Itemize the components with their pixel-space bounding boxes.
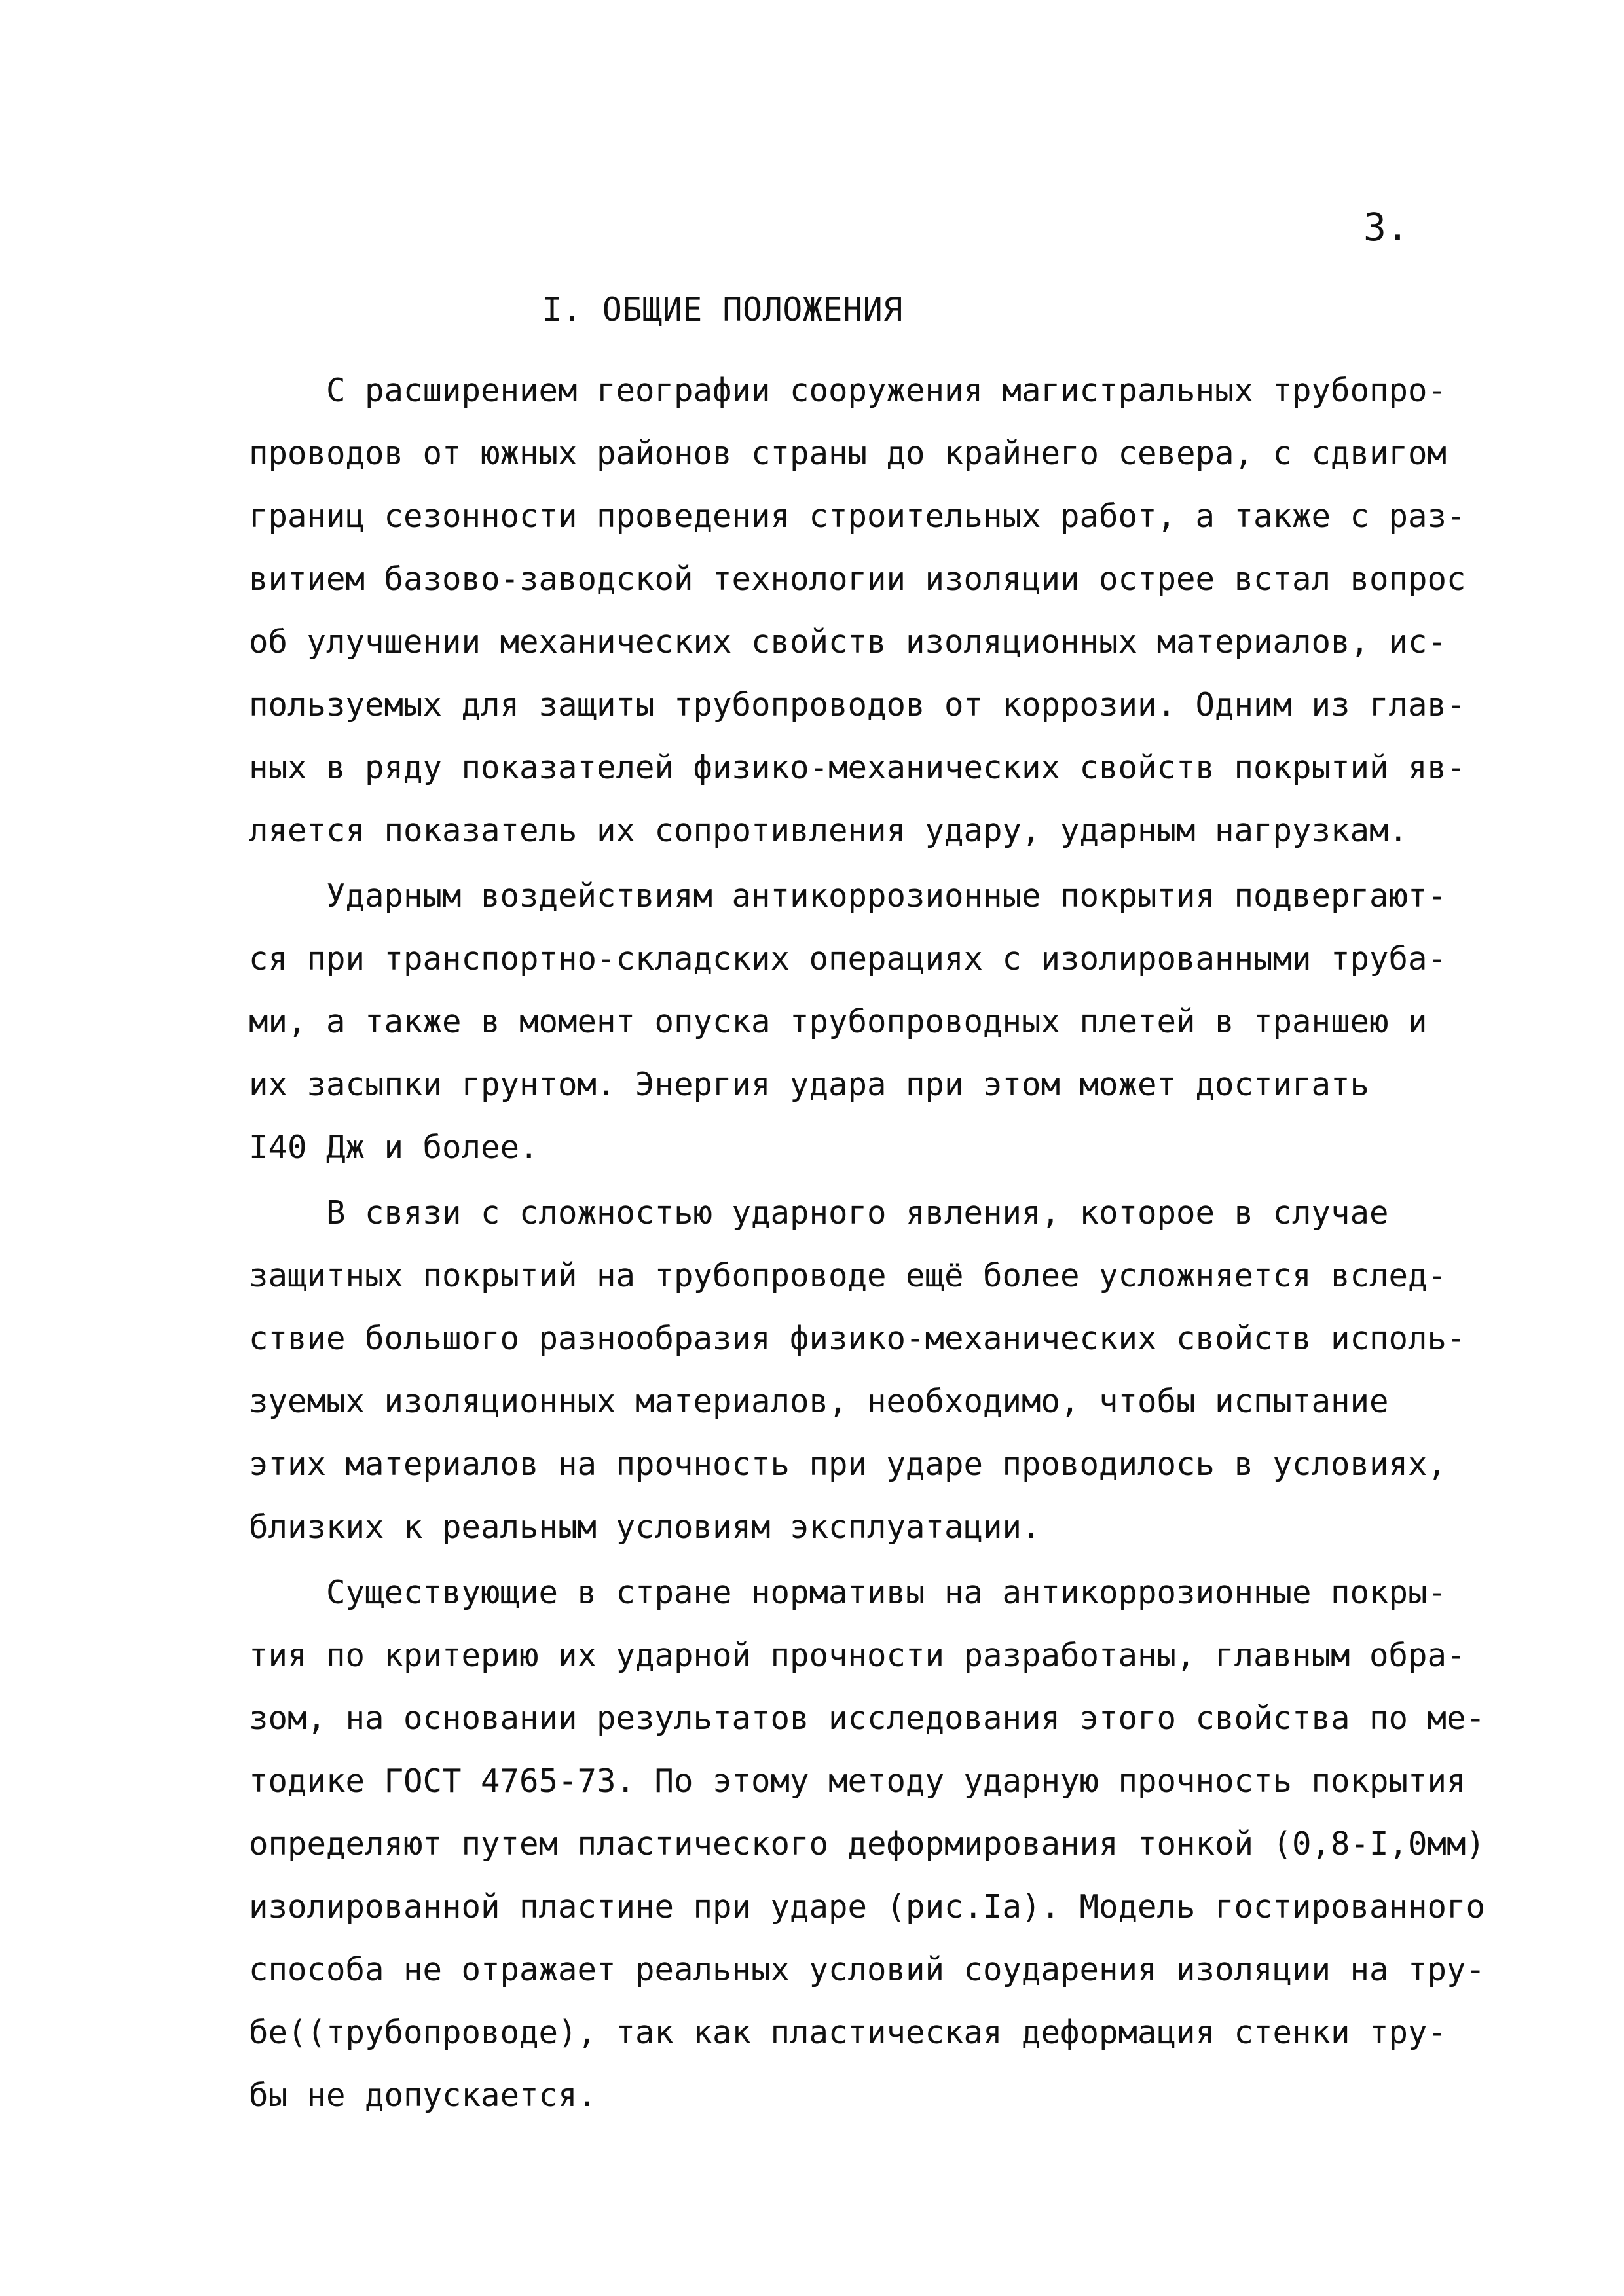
text-line: витием базово-заводской технологии изоляции острее встал вопрос	[249, 560, 1466, 598]
text-line: ся при транспортно-складских операциях с изолированными труба-	[249, 940, 1447, 977]
text-line: проводов от южных районов страны до крайнего севера, с сдвигом	[249, 435, 1447, 472]
text-line: тодике ГОСТ 4765-73. По этому методу ударную прочность покрытия	[249, 1762, 1466, 1800]
text-line: С расширением географии сооружения магистральных трубопро-	[249, 372, 1447, 409]
text-line: изолированной пластине при ударе (рис.Iа). Модель гостированного	[249, 1888, 1486, 1925]
text-line: определяют путем пластического деформирования тонкой (0,8-I,0мм)	[249, 1825, 1486, 1863]
text-line: Существующие в стране нормативы на антикоррозионные покры-	[249, 1574, 1447, 1611]
text-line: ляется показатель их сопротивления удару, ударным нагрузкам.	[249, 812, 1409, 849]
text-line: этих материалов на прочность при ударе проводилось в условиях,	[249, 1446, 1447, 1483]
text-line: способа не отражает реальных условий соударения изоляции на тру-	[249, 1951, 1486, 1988]
text-line: В связи с сложностью ударного явления, которое в случае	[249, 1194, 1389, 1231]
text-line: зом, на основании результатов исследования этого свойства по ме-	[249, 1700, 1486, 1737]
text-line: зуемых изоляционных материалов, необходимо, чтобы испытание	[249, 1383, 1389, 1420]
text-line: бе((трубопроводе), так как пластическая деформация стенки тру-	[249, 2014, 1447, 2051]
text-line: ных в ряду показателей физико-механических свойств покрытий яв-	[249, 749, 1466, 786]
text-line: защитных покрытий на трубопроводе ещё более усложняется вслед-	[249, 1257, 1447, 1294]
text-line: тия по критерию их ударной прочности разработаны, главным обра-	[249, 1637, 1466, 1674]
section-title: I. ОБЩИЕ ПОЛОЖЕНИЯ	[542, 291, 903, 329]
text-line: их засыпки грунтом. Энергия удара при этом может достигать	[249, 1066, 1370, 1103]
text-line: ми, а также в момент опуска трубопроводных плетей в траншею и	[249, 1003, 1428, 1040]
text-line: Ударным воздействиям антикоррозионные покрытия подвергают-	[249, 877, 1447, 915]
text-line: пользуемых для защиты трубопроводов от коррозии. Одним из глав-	[249, 686, 1466, 723]
text-line: близких к реальным условиям эксплуатации.	[249, 1508, 1041, 1546]
text-line: ствие большого разнообразия физико-механических свойств исполь-	[249, 1320, 1466, 1357]
text-line: бы не допускается.	[249, 2077, 597, 2114]
page-number: 3.	[1363, 205, 1409, 249]
text-line: I40 Дж и более.	[249, 1129, 539, 1166]
text-line: об улучшении механических свойств изоляционных материалов, ис-	[249, 623, 1447, 661]
text-line: границ сезонности проведения строительных работ, а также с раз-	[249, 498, 1466, 535]
